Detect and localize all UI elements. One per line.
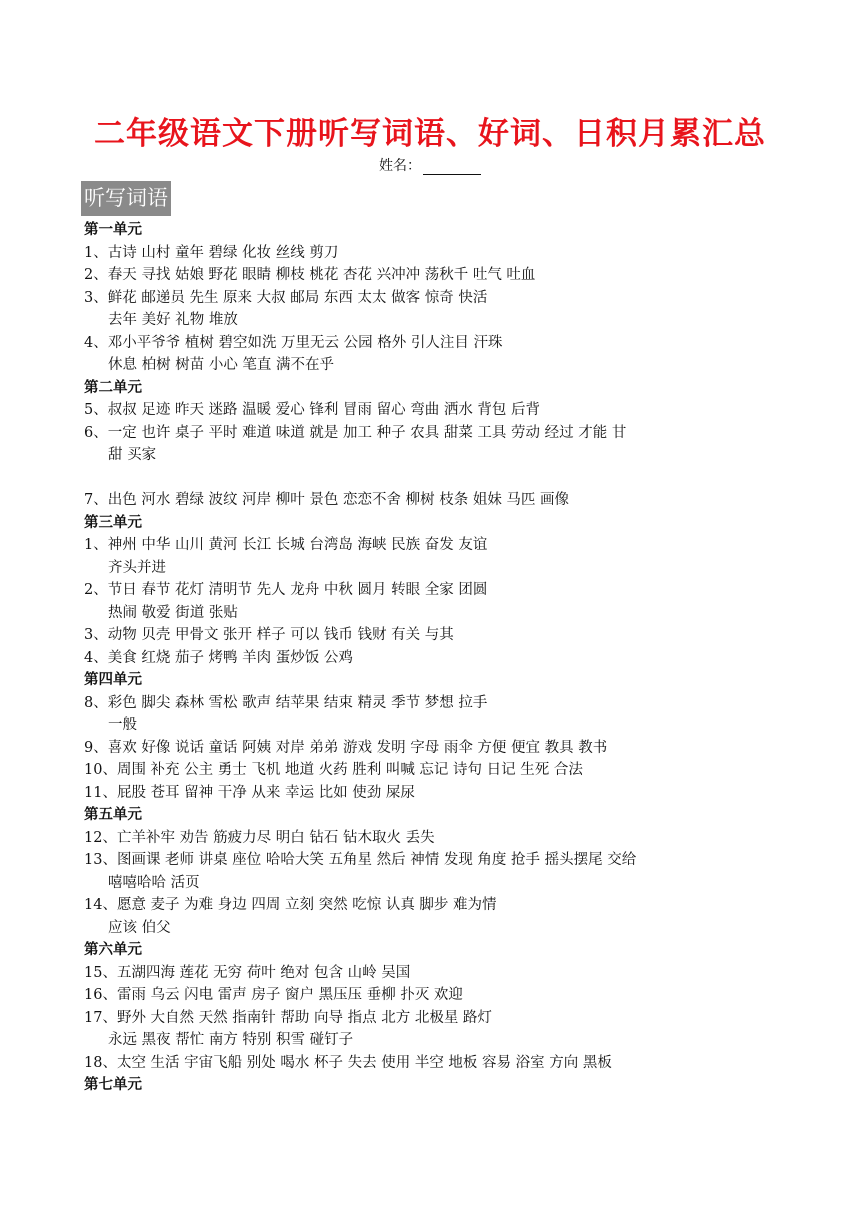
word-line: 2、春天 寻找 姑娘 野花 眼睛 柳枝 桃花 杏花 兴冲冲 荡秋千 吐气 吐血 (84, 267, 536, 283)
word-line: 8、彩色 脚尖 森林 雪松 歌声 结苹果 结束 精灵 季节 梦想 拉手 (84, 694, 488, 711)
word-line: 16、雷雨 乌云 闪电 雷声 房子 窗户 黑压压 垂柳 扑灭 欢迎 (84, 987, 463, 1003)
word-line: 4、美食 红烧 茄子 烤鸭 羊肉 蛋炒饭 公鸡 (84, 649, 353, 666)
name-field-row (0, 155, 860, 175)
word-line: 12、亡羊补牢 劝告 筋疲力尽 明白 钻石 钻木取火 丢失 (84, 829, 435, 846)
word-line: 17、野外 大自然 天然 指南针 帮助 向导 指点 北方 北极星 路灯 (84, 1009, 492, 1026)
unit-heading: 第七单元 (84, 1077, 142, 1093)
name-label: 姓名： (379, 158, 421, 174)
blank-line (84, 467, 784, 490)
word-line: 10、周围 补充 公主 勇士 飞机 地道 火药 胜利 叫喊 忘记 诗句 日记 生死 合法 (84, 762, 583, 778)
word-line: 9、喜欢 好像 说话 童话 阿姨 对岸 弟弟 游戏 发明 字母 雨伞 方便 便宜 教具 教书 (84, 739, 608, 756)
unit-heading: 第五单元 (84, 807, 142, 823)
word-line: 14、愿意 麦子 为难 身边 四周 立刻 突然 吃惊 认真 脚步 难为情 (84, 897, 497, 913)
name-blank-line[interactable] (423, 160, 481, 175)
word-line: 5、叔叔 足迹 昨天 迷路 温暖 爱心 锋利 冒雨 留心 弯曲 洒水 背包 后背 (84, 402, 541, 418)
unit-heading: 第一单元 (84, 222, 142, 238)
word-line: 3、动物 贝壳 甲骨文 张开 样子 可以 钱币 钱财 有关 与其 (84, 627, 454, 643)
word-line: 1、神州 中华 山川 黄河 长江 长城 台湾岛 海峡 民族 奋发 友谊 (84, 537, 488, 553)
unit-heading: 第四单元 (84, 672, 142, 688)
word-line: 7、出色 河水 碧绿 波纹 河岸 柳叶 景色 恋恋不舍 柳树 枝条 姐妹 马匹 画像 (84, 492, 570, 508)
section-tag-dictation: 听写词语 (81, 181, 171, 216)
word-line-continuation: 应该 伯父 (108, 919, 171, 936)
word-line-continuation: 永远 黑夜 帮忙 南方 特别 积雪 碰钉子 (108, 1032, 354, 1048)
word-line: 6、一定 也许 桌子 平时 难道 味道 就是 加工 种子 农具 甜菜 工具 劳动 经过 才能 甘 (84, 424, 627, 441)
word-line: 18、太空 生活 宇宙飞船 别处 喝水 杯子 失去 使用 半空 地板 容易 浴室 方向 黑板 (84, 1054, 612, 1071)
word-line: 4、邓小平爷爷 植树 碧空如洗 万里无云 公园 格外 引人注目 汗珠 (84, 334, 503, 351)
unit-heading: 第三单元 (84, 514, 142, 531)
word-line: 13、图画课 老师 讲桌 座位 哈哈大笑 五角星 然后 神情 发现 角度 抢手 摇头摆尾 交给 (84, 852, 637, 868)
word-line: 11、屁股 苍耳 留神 干净 从来 幸运 比如 使劲 屎尿 (84, 784, 415, 801)
word-line-continuation: 热闹 敬爱 街道 张贴 (108, 604, 238, 621)
word-line: 3、鲜花 邮递员 先生 原来 大叔 邮局 东西 太太 做客 惊奇 快活 (84, 289, 488, 306)
word-line-continuation: 甜 买家 (108, 447, 157, 463)
word-line-continuation: 休息 柏树 树苗 小心 笔直 满不在乎 (108, 357, 335, 373)
word-line-continuation: 嘻嘻哈哈 活页 (108, 874, 200, 891)
word-line: 1、古诗 山村 童年 碧绿 化妆 丝线 剪刀 (84, 244, 339, 261)
vocabulary-list (84, 219, 784, 1097)
word-line: 2、节日 春节 花灯 清明节 先人 龙舟 中秋 圆月 转眼 全家 团圆 (84, 582, 488, 598)
unit-heading: 第六单元 (84, 942, 142, 958)
unit-heading: 第二单元 (84, 379, 142, 396)
word-line-continuation: 齐头并进 (108, 559, 166, 576)
document-title: 二年级语文下册听写词语、好词、日积月累汇总 (94, 116, 766, 152)
word-line: 15、五湖四海 莲花 无穷 荷叶 绝对 包含 山岭 吴国 (84, 964, 411, 981)
word-line-continuation: 去年 美好 礼物 堆放 (108, 312, 238, 328)
word-line-continuation: 一般 (108, 717, 137, 733)
